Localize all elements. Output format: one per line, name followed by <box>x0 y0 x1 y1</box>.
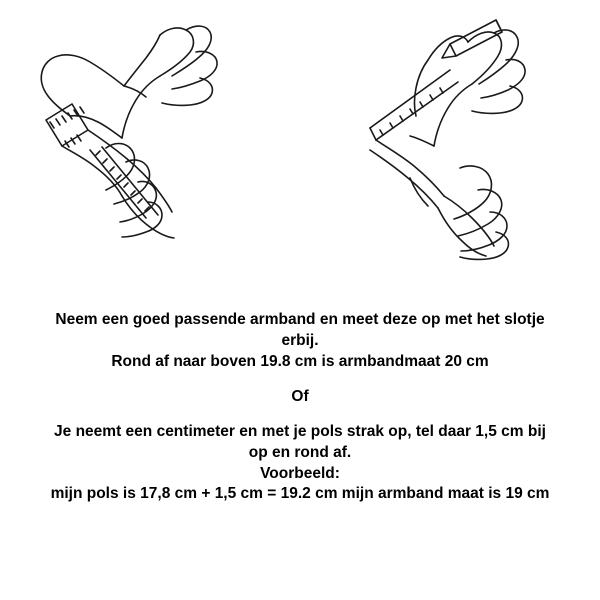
instruction-line: Voorbeeld: <box>260 464 340 482</box>
instruction-paragraph-1 <box>0 310 600 373</box>
illustration-hand-met-meetlint-om-pols <box>10 0 290 285</box>
instruction-line: erbij. <box>281 331 319 349</box>
instruction-paragraph-2 <box>0 422 600 506</box>
instruction-divider-of: Of <box>291 387 309 405</box>
instruction-text-block <box>0 310 600 505</box>
instruction-line: op en rond af. <box>248 443 352 461</box>
instruction-line: mijn pols is 17,8 cm + 1,5 cm = 19.2 cm mijn armband maat is 19 cm <box>50 485 550 503</box>
instruction-line: Je neemt een centimeter en met je pols strak op, tel daar 1,5 cm bij <box>54 422 546 440</box>
instruction-line: Rond af naar boven 19.8 cm is armbandmaat 20 cm <box>111 352 489 370</box>
instruction-line: Neem een goed passende armband en meet deze op met het slotje <box>55 311 545 328</box>
illustration-row <box>0 0 600 285</box>
illustration-hand-die-armband-opmeet-met-liniaal <box>310 0 590 285</box>
